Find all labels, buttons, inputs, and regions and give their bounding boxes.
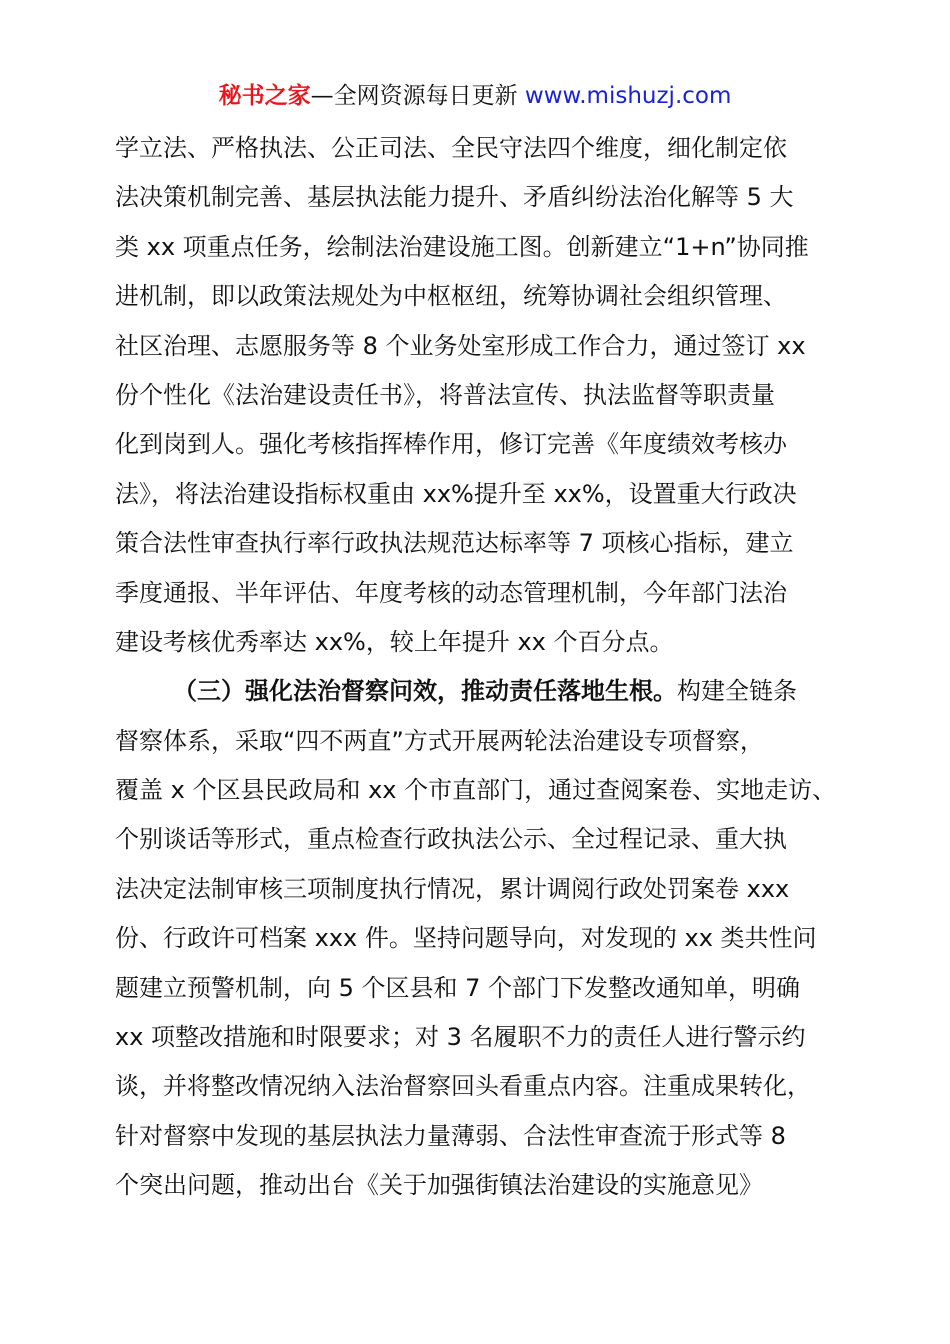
site-brand: 秘书之家: [218, 83, 311, 109]
text-line: 建设考核优秀率达 xx%，较上年提升 xx 个百分点。: [115, 627, 674, 656]
text-line: 社区治理、志愿服务等 8 个业务处室形成工作合力，通过签订 xx: [115, 331, 806, 360]
text-line: 题建立预警机制，向 5 个区县和 7 个部门下发整改通知单，明确: [115, 973, 801, 1002]
section-heading: （三）强化法治督察问效，推动责任落地生根。: [173, 677, 677, 706]
site-tagline: —全网资源每日更新: [310, 83, 518, 109]
text-line: 法决策机制完善、基层执法能力提升、矛盾纠纷法治化解等 5 大: [115, 183, 794, 212]
text-line: 个别谈话等形式，重点检查行政执法公示、全过程记录、重大执: [115, 825, 787, 854]
text-line: 份个性化《法治建设责任书》，将普法宣传、执法监督等职责量: [115, 380, 775, 409]
text-line: 法》，将法治建设指标权重由 xx%提升至 xx%，设置重大行政决: [115, 479, 797, 508]
document-body: [115, 124, 845, 1211]
text-line: 督察体系，采取“四不两直”方式开展两轮法治建设专项督察，: [115, 726, 764, 755]
section-heading-continuation: 构建全链条: [677, 677, 797, 706]
text-line: 覆盖 x 个区县民政局和 xx 个市直部门，通过查阅案卷、实地走访、: [115, 776, 837, 805]
text-line: 学立法、严格执法、公正司法、全民守法四个维度，细化制定依: [115, 134, 787, 162]
site-url-link[interactable]: www.mishuzj.com: [524, 83, 732, 109]
text-line: 季度通报、半年评估、年度考核的动态管理机制，今年部门法治: [115, 578, 787, 607]
text-line: 谈，并将整改情况纳入法治督察回头看重点内容。注重成果转化，: [115, 1072, 811, 1101]
text-line: 法决定法制审核三项制度执行情况，累计调阅行政处罚案卷 xxx: [115, 874, 790, 903]
text-line: 化到岗到人。强化考核指挥棒作用，修订完善《年度绩效考核办: [115, 430, 787, 459]
text-line: 策合法性审查执行率行政执法规范达标率等 7 项核心指标，建立: [115, 529, 794, 558]
page-header: [0, 80, 950, 112]
text-line: xx 项整改措施和时限要求；对 3 名履职不力的责任人进行警示约: [115, 1023, 806, 1052]
text-line: 类 xx 项重点任务，绘制法治建设施工图。创新建立“1+n”协同推: [115, 232, 809, 261]
text-line: 针对督察中发现的基层执法力量薄弱、合法性审查流于形式等 8: [115, 1121, 786, 1150]
text-line: 进机制，即以政策法规处为中枢枢纽，统筹协调社会组织管理、: [115, 282, 787, 311]
section-heading-line: [115, 667, 845, 716]
text-line: 份、行政许可档案 xxx 件。坚持问题导向，对发现的 xx 类共性问: [115, 924, 817, 953]
text-line: 个突出问题，推动出台《关于加强街镇法治建设的实施意见》: [115, 1171, 763, 1200]
